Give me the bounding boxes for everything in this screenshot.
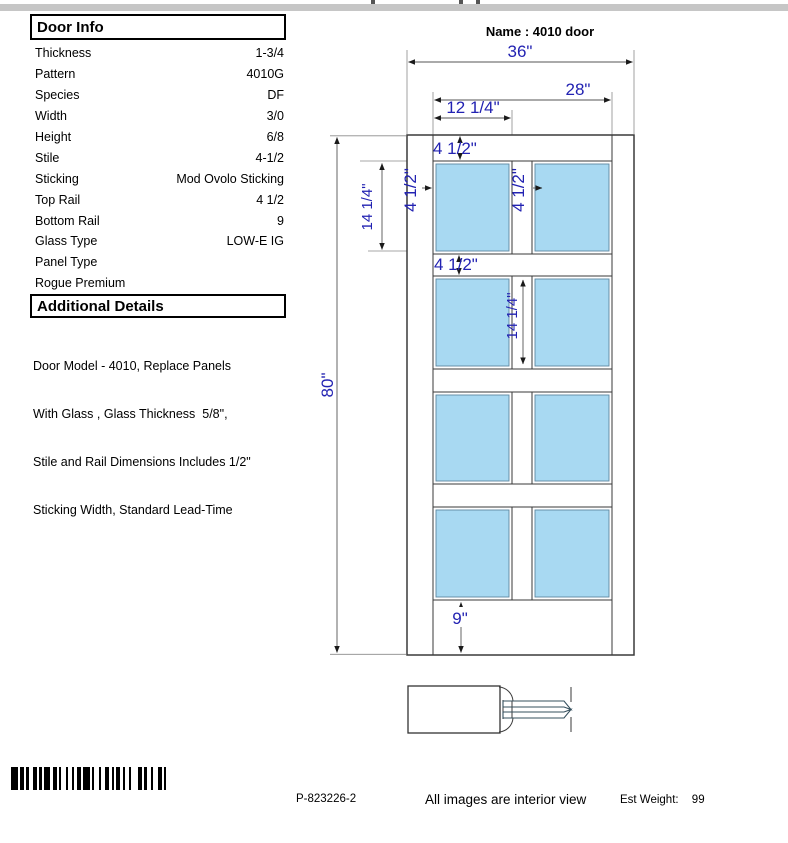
dim-mid-rail <box>434 255 478 275</box>
top-divider-bar <box>0 4 788 11</box>
details-line: With Glass , Glass Thickness 5/8", <box>33 407 228 421</box>
door-info-panel <box>30 14 286 294</box>
spec-row-width <box>30 106 286 127</box>
spec-label: Top Rail <box>35 192 81 207</box>
spec-row-thickness <box>30 43 286 64</box>
stile-cross-section <box>408 686 571 733</box>
spec-value: Mod Ovolo Sticking <box>176 171 284 186</box>
spec-label: Species <box>35 88 80 103</box>
details-line: Sticking Width, Standard Lead-Time <box>33 503 233 517</box>
spec-row-species <box>30 85 286 106</box>
glass-panel <box>436 279 509 366</box>
spec-label: Thickness <box>35 46 92 61</box>
dim-stile-label: 4 1/2" <box>401 168 420 212</box>
spec-label: Height <box>35 130 72 144</box>
spec-row-pattern <box>30 64 286 85</box>
spec-label: Panel Type <box>35 255 98 270</box>
spec-label: Stile <box>35 150 60 165</box>
dim-lite-width <box>435 98 511 118</box>
dim-lite-height-mid-label: 14 1/4" <box>504 292 521 340</box>
dim-mullion-label: 4 1/2" <box>509 168 528 212</box>
additional-details-text <box>30 326 286 550</box>
spec-row-stile <box>30 147 286 168</box>
spec-label: Width <box>35 109 67 124</box>
drawing-name-label: Name : 4010 door <box>485 24 595 39</box>
glass-pane-bottom <box>503 710 571 719</box>
glass-panel <box>436 510 509 597</box>
additional-details-panel <box>30 294 286 550</box>
est-weight <box>620 794 705 806</box>
spec-value: 4-1/2 <box>255 150 284 165</box>
spec-label: Rogue Premium <box>35 276 126 291</box>
spec-value: 4010G <box>246 67 284 82</box>
dim-bottom-rail-label: 9" <box>452 609 468 628</box>
spec-value: 3/0 <box>266 109 284 124</box>
spec-row-rogue-premium <box>30 273 286 294</box>
details-line: Stile and Rail Dimensions Includes 1/2" <box>33 455 251 469</box>
spec-row-panel-type <box>30 252 286 273</box>
dim-lite-height-left-label: 14 1/4" <box>359 183 376 231</box>
dim-glass-span-label: 28" <box>565 80 591 99</box>
spec-row-glass-type <box>30 231 286 252</box>
spec-value: 9 <box>277 213 284 228</box>
est-weight-label: Est Weight: <box>620 794 679 806</box>
spec-value: 6/8 <box>266 130 284 144</box>
dim-mid-rail-label: 4 1/2" <box>434 255 478 274</box>
part-number: P-823226-2 <box>296 793 357 805</box>
spec-label: Pattern <box>35 67 76 82</box>
dim-door-height <box>318 138 337 653</box>
spec-label: Glass Type <box>35 234 98 249</box>
dim-door-width <box>409 42 633 62</box>
glass-panel <box>436 395 509 481</box>
spec-row-bottom-rail <box>30 210 286 231</box>
dim-top-rail <box>433 137 477 160</box>
glass-panel <box>436 164 509 251</box>
spec-value: LOW-E IG <box>226 234 284 249</box>
door-info-title: Door Info <box>30 14 286 40</box>
spec-row-height <box>30 127 286 148</box>
details-line: Door Model - 4010, Replace Panels <box>33 359 232 373</box>
door-drawing <box>300 40 650 760</box>
spec-value: DF <box>267 88 284 103</box>
glass-panel <box>535 164 609 251</box>
dim-top-rail-label: 4 1/2" <box>433 139 477 158</box>
interior-view-note: All images are interior view <box>425 792 587 807</box>
glass-panel <box>535 510 609 597</box>
dim-door-height-label: 80" <box>318 372 337 398</box>
glass-panel <box>535 395 609 481</box>
dim-lite-height-left <box>359 164 382 250</box>
spec-value: 4 1/2 <box>256 192 284 207</box>
dim-door-width-label: 36" <box>507 42 533 61</box>
spec-label: Bottom Rail <box>35 213 100 228</box>
glass-panel <box>535 279 609 366</box>
glass-pane-top <box>503 701 571 710</box>
dim-glass-span <box>435 80 611 100</box>
dim-lite-width-label: 12 1/4" <box>446 98 500 117</box>
est-weight-value: 99 <box>691 794 705 806</box>
additional-details-title: Additional Details <box>30 294 286 318</box>
spec-row-sticking <box>30 168 286 189</box>
door-info-rows <box>30 43 286 294</box>
barcode <box>11 767 173 790</box>
spec-value: 1-3/4 <box>255 46 284 61</box>
spec-label: Sticking <box>35 171 79 186</box>
spec-row-top-rail <box>30 189 286 210</box>
